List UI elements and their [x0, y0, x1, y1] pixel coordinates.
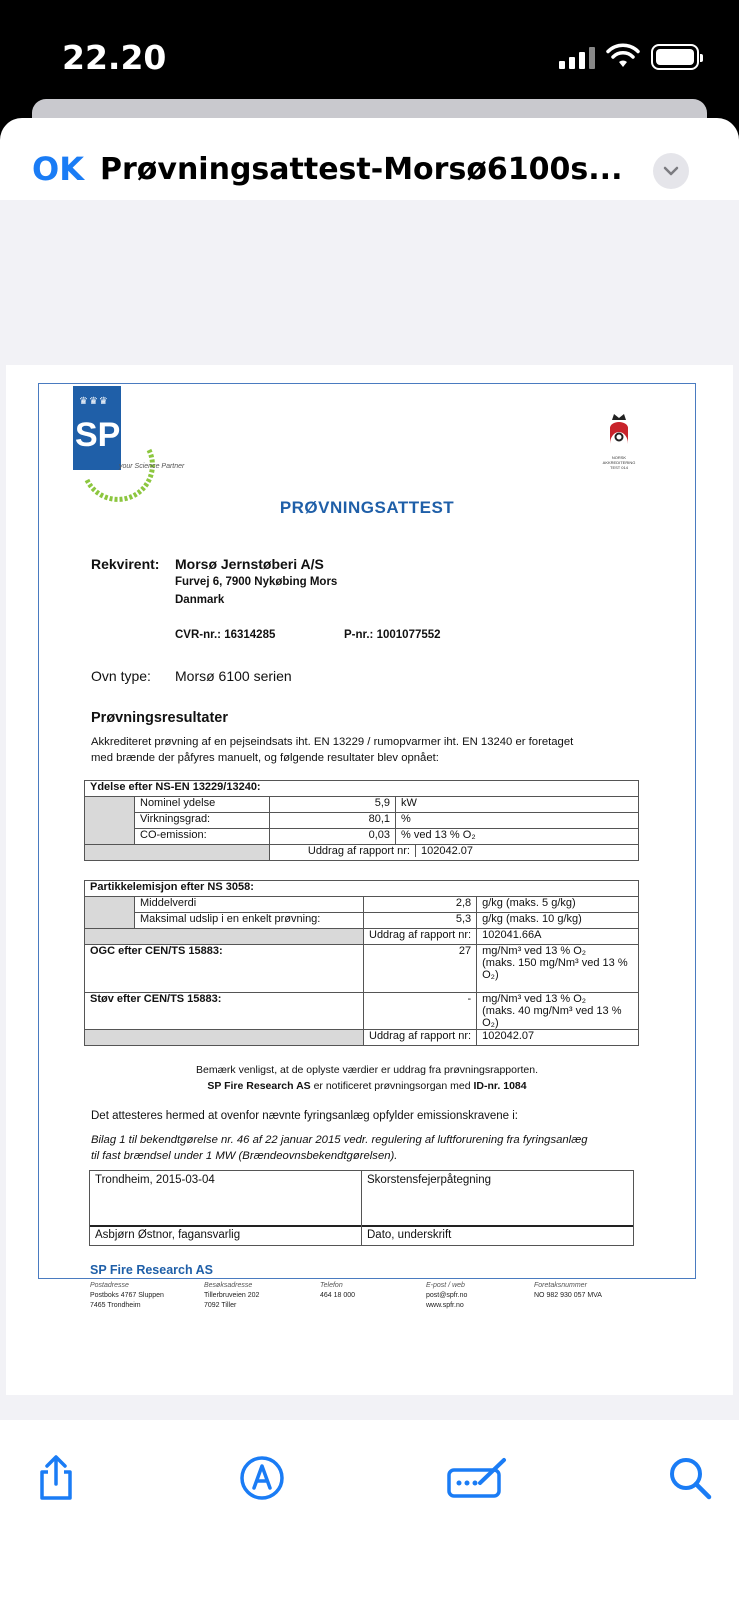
rekvirent-country: Danmark: [175, 594, 225, 606]
share-button[interactable]: [30, 1452, 82, 1504]
signature-button[interactable]: [446, 1452, 510, 1504]
markup-button[interactable]: [236, 1452, 288, 1504]
table-row: Uddrag af rapport nr: 102042.07: [85, 1030, 639, 1046]
table-row: CO-emission: 0,03 % ved 13 % O₂: [85, 829, 639, 845]
nav-bar: [0, 150, 739, 200]
markup-icon: [239, 1455, 285, 1501]
performance-table: [84, 780, 639, 861]
pdf-viewer[interactable]: [0, 200, 739, 1420]
ovn-type-value: Morsø 6100 serien: [175, 668, 292, 684]
footer-company: SP Fire Research AS: [90, 1263, 213, 1277]
footer-column: Besøksadresse Tillerbruveien 202 7092 Tiller: [204, 1282, 260, 1309]
rekvirent-label: Rekvirent:: [91, 556, 160, 572]
sign-place-date: Trondheim, 2015-03-04: [95, 1174, 215, 1186]
certificate-title: PRØVNINGSATTEST: [279, 498, 455, 517]
table-row: Nominel ydelse 5,9 kW: [85, 797, 639, 813]
ovn-type-label: Ovn type:: [91, 668, 151, 684]
status-time: 22.20: [62, 38, 167, 77]
note-values: Bemærk venligst, at de oplyste værdier er uddrag fra prøvningsrapporten.: [196, 1064, 538, 1076]
results-heading: Prøvningsresultater: [91, 710, 228, 726]
table-row: Maksimal udslip i en enkelt prøvning: 5,3 g/kg (maks. 10 g/kg): [85, 913, 639, 929]
chevron-down-icon: [663, 166, 679, 176]
attest-text: Det attesteres hermed at ovenfor nævnte fyringsanlæg opfylder emissionskravene i:: [91, 1110, 518, 1122]
bilag-text-2: til fast brændsel under 1 MW (Brændeovnsbekendtgørelsen).: [91, 1150, 398, 1162]
battery-icon: [651, 44, 699, 70]
table-row: Partikkelemisjon efter NS 3058:: [85, 881, 639, 897]
accreditation-logo: NORSK AKKREDITERING TEST 014: [599, 410, 639, 470]
table-row: Støv efter CEN/TS 15883: - mg/Nm³ ved 13 % O₂ (maks. 40 mg/Nm³ ved 13 % O₂): [85, 993, 639, 1030]
sp-logo: ♛♛♛ SP: [73, 386, 121, 470]
rekvirent-address: Furvej 6, 7900 Nykøbing Mors: [175, 576, 338, 588]
search-icon: [667, 1455, 713, 1501]
document-title[interactable]: Prøvningsattest-Morsø6100s...: [100, 152, 623, 187]
chimney-label: Skorstensfejerpåtegning: [367, 1174, 492, 1186]
bottom-toolbar: [0, 1420, 739, 1600]
status-icons: [559, 44, 699, 70]
results-text-2: med brænde der påfyres manuelt, og følgende resultater blev opnået:: [91, 752, 439, 764]
logo-tagline: your Science Partner: [119, 463, 185, 470]
footer-column: Postadresse Postboks 4767 Sluppen 7465 Trondheim: [90, 1282, 164, 1309]
date-sign-label: Dato, underskrift: [367, 1229, 452, 1241]
rekvirent-name: Morsø Jernstøberi A/S: [175, 556, 324, 572]
certificate-frame: [38, 383, 696, 1279]
emission-table: [84, 880, 639, 1046]
table-row: OGC efter CEN/TS 15883: 27 mg/Nm³ ved 13 % O₂ (maks. 150 mg/Nm³ ved 13 % O₂): [85, 945, 639, 993]
table-row: Ydelse efter NS-EN 13229/13240:: [85, 781, 639, 797]
search-button[interactable]: [664, 1452, 716, 1504]
footer-column: Foretaksnummer NO 982 930 057 MVA: [534, 1282, 602, 1299]
crowns-icon: ♛♛♛: [79, 396, 109, 407]
title-menu-button[interactable]: [653, 153, 689, 189]
wifi-icon: [607, 45, 639, 69]
sign-name: Asbjørn Østnor, fagansvarlig: [95, 1229, 241, 1241]
table-row: Virkningsgrad: 80,1 %: [85, 813, 639, 829]
cvr-number: CVR-nr.: 16314285: [175, 629, 276, 641]
footer-column: E-post / web post@spfr.no www.spfr.no: [426, 1282, 468, 1309]
p-number: P-nr.: 1001077552: [344, 629, 441, 641]
signature-icon: [446, 1456, 510, 1500]
table-row: Uddrag af rapport nr: 102042.07: [85, 845, 639, 861]
share-icon: [34, 1454, 78, 1502]
table-row: Middelverdi 2,8 g/kg (maks. 5 g/kg): [85, 897, 639, 913]
ok-button[interactable]: OK: [32, 150, 84, 188]
accreditation-crown-icon: [604, 410, 634, 450]
table-row: Uddrag af rapport nr: 102041.66A: [85, 929, 639, 945]
cellular-signal-icon: [559, 45, 595, 69]
footer-column: Telefon 464 18 000: [320, 1282, 356, 1299]
signature-box: [89, 1170, 634, 1246]
note-notified-body: SP Fire Research AS er notificeret prøvningsorgan med ID-nr. 1084: [207, 1080, 527, 1092]
status-bar: [0, 0, 739, 100]
pdf-page: [6, 365, 733, 1395]
results-text-1: Akkrediteret prøvning af en pejseindsats iht. EN 13229 / rumopvarmer iht. EN 13240 er foretaget: [91, 736, 574, 748]
bilag-text-1: Bilag 1 til bekendtgørelse nr. 46 af 22 januar 2015 vedr. regulering af luftforurening fra fyringsanlæg: [91, 1134, 588, 1146]
